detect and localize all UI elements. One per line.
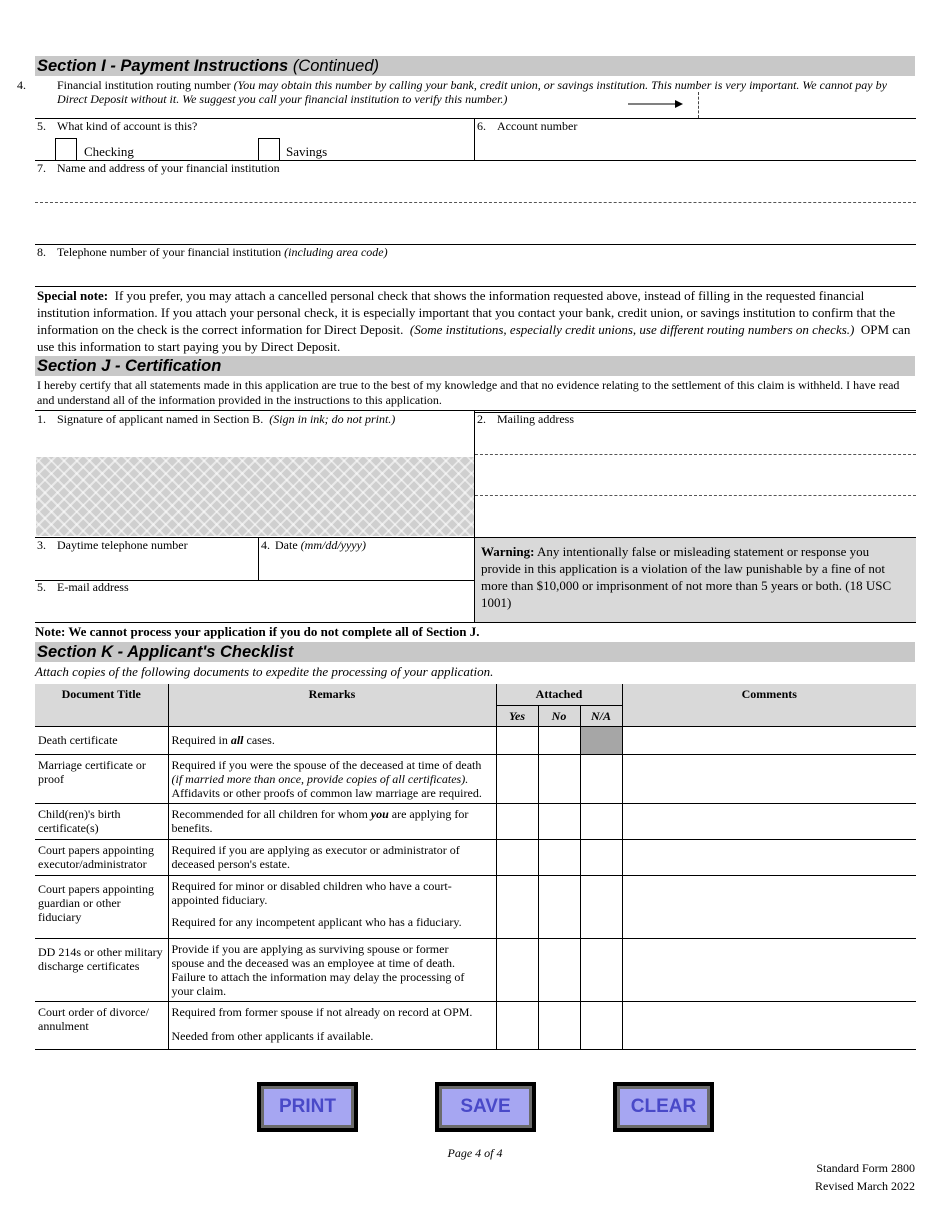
mailing-address-line-1[interactable] [476,426,914,452]
header-yes: Yes [496,705,538,726]
institution-name-field[interactable] [36,176,915,201]
save-button[interactable]: SAVE [439,1086,532,1128]
page-number: Page 4 of 4 [447,1146,503,1160]
marriage-cert-na[interactable] [580,754,622,803]
table-row: Child(ren)'s birth certificate(s) Recommended for all children for whom you are applying for benefits. [35,803,916,839]
routing-number-note: (You may obtain this number by calling your bank, credit union, or savings institution. This number is very important. We cannot pay by Direct Deposit without it. We suggest you call your financial institution to verify this number.) [57,78,887,106]
guardian-yes[interactable] [496,875,538,938]
header-attached: Attached [496,684,622,705]
executor-na[interactable] [580,839,622,875]
dd214-na[interactable] [580,938,622,1001]
savings-label: Savings [286,144,328,159]
table-row: Court order of divorce/ annulment Required from former spouse if not already on record at OPM. Needed from other applicants if available. [35,1001,916,1049]
divorce-comments[interactable] [622,1001,916,1049]
executor-no[interactable] [538,839,580,875]
section-k-title: Section K - Applicant's Checklist [37,643,294,661]
section-i-header [35,56,915,76]
marriage-cert-yes[interactable] [496,754,538,803]
death-cert-comments[interactable] [622,726,916,754]
clear-button[interactable]: CLEAR [617,1086,710,1128]
email-label: 5. E-mail address [37,580,129,594]
email-field[interactable] [40,596,472,620]
savings-checkbox[interactable] [258,138,280,160]
routing-number-label: 4. Financial institution routing number (You may obtain this number by calling your bank, credit union, or savings institution. This number is very important. We cannot pay by Direct Deposit without it. We suggest you call your financial institution to verify this number.) [17,78,887,106]
dd214-no[interactable] [538,938,580,1001]
signature-area [36,457,474,536]
print-button-frame [257,1082,358,1132]
signature-label: 1. Signature of applicant named in Section B. (Sign in ink; do not print.) [37,412,396,426]
guardian-comments[interactable] [622,875,916,938]
guardian-no[interactable] [538,875,580,938]
marriage-cert-no[interactable] [538,754,580,803]
death-cert-yes[interactable] [496,726,538,754]
birth-cert-comments[interactable] [622,803,916,839]
birth-cert-na[interactable] [580,803,622,839]
birth-cert-yes[interactable] [496,803,538,839]
death-cert-no[interactable] [538,726,580,754]
institution-address-field[interactable] [36,204,915,242]
form-number: Standard Form 2800 [816,1161,915,1175]
table-row: Marriage certificate or proof Required if you were the spouse of the deceased at time of death (if married more than once, provide copies of all certificates). Affidavits or other proofs of common law marriage are required. [35,754,916,803]
table-row: Court papers appointing guardian or other fiduciary Required for minor or disabled children who have a court-appointed fiduciary. Required for any incompetent applicant who has a fiduciary. [35,875,916,938]
header-no: No [538,705,580,726]
table-row: Death certificate Required in all cases. [35,726,916,754]
print-button[interactable]: PRINT [261,1086,354,1128]
daytime-phone-label: 3. Daytime telephone number [37,538,188,552]
marriage-cert-comments[interactable] [622,754,916,803]
section-i-continued: (Continued) [292,57,380,75]
table-row: DD 214s or other military discharge certificates Provide if you are applying as surviving spouse or former spouse and the deceased was an employee at time of death. Failure to attach the information may delay the processing of your claim. [35,938,916,1001]
clear-button-frame [613,1082,714,1132]
section-j-header [35,356,915,376]
checklist-table [35,684,916,1050]
date-label: 4. Date (mm/dd/yyyy) [261,538,366,552]
mailing-address-line-3[interactable] [476,497,914,535]
account-number-field[interactable] [478,134,914,159]
divorce-na[interactable] [580,1001,622,1049]
dd214-comments[interactable] [622,938,916,1001]
warning-box: Warning: Any intentionally false or misleading statement or response you provide in this application is a violation of the law punishable by a fine of not more than $10,000 or imprisonment of not more than 5 years or both. (18 USC 1001) [475,538,916,622]
divorce-no[interactable] [538,1001,580,1049]
institution-phone-label: 8. Telephone number of your financial institution (including area code) [37,245,388,259]
divorce-yes[interactable] [496,1001,538,1049]
checking-checkbox[interactable] [55,138,77,160]
death-cert-na [580,726,622,754]
checking-label: Checking [84,144,134,159]
executor-comments[interactable] [622,839,916,875]
header-comments: Comments [622,684,916,726]
institution-name-label: 7. Name and address of your financial institution [37,161,280,175]
guardian-na[interactable] [580,875,622,938]
table-row: Court papers appointing executor/administrator Required if you are applying as executor or administrator of deceased person's estate. [35,839,916,875]
header-remarks: Remarks [168,684,496,726]
section-i-title: Section I - Payment Instructions [37,57,289,75]
warning-text: Any intentionally false or misleading statement or response you provide in this application is a violation of the law punishable by a fine of not more than $10,000 or imprisonment of not more than 5 years or both. (18 USC 1001) [481,544,892,610]
mailing-address-line-2[interactable] [476,456,914,493]
account-number-label: 6. Account number [477,119,578,133]
save-button-frame [435,1082,536,1132]
dd214-yes[interactable] [496,938,538,1001]
routing-number-field[interactable] [698,92,699,118]
account-type-label: 5. What kind of account is this? [37,119,198,133]
section-j-title: Section J - Certification [37,357,222,375]
date-field[interactable] [262,554,472,578]
header-document-title: Document Title [35,684,168,726]
mailing-address-label: 2. Mailing address [477,412,574,426]
form-revision: Revised March 2022 [815,1179,915,1193]
birth-cert-no[interactable] [538,803,580,839]
section-j-note: Note: We cannot process your application if you do not complete all of Section J. [35,624,480,639]
special-note: Special note: If you prefer, you may attach a cancelled personal check that shows the information requested above, instead of filling in the requested financial institution information. If you attach your personal check, it is especially important that you contact your bank, credit union, or savings institution to confirm that the information on the check is the correct information for Direct Deposit. (Some institutions, especially credit unions, use different routing numbers on checks.) OPM can use this information to start paying you by Direct Deposit. [37,288,911,354]
section-k-intro: Attach copies of the following documents to expedite the processing of your application. [35,664,494,679]
daytime-phone-field[interactable] [40,554,256,578]
header-na: N/A [580,705,622,726]
section-k-header [35,642,915,662]
institution-phone-field[interactable] [36,260,915,285]
certification-statement: I hereby certify that all statements made in this application are true to the best of my knowledge and that no evidence relating to the settlement of this claim is withheld. I have read and understand all of the information provided in the instructions to this application. [37,378,900,407]
arrow-right-icon [628,99,684,109]
executor-yes[interactable] [496,839,538,875]
